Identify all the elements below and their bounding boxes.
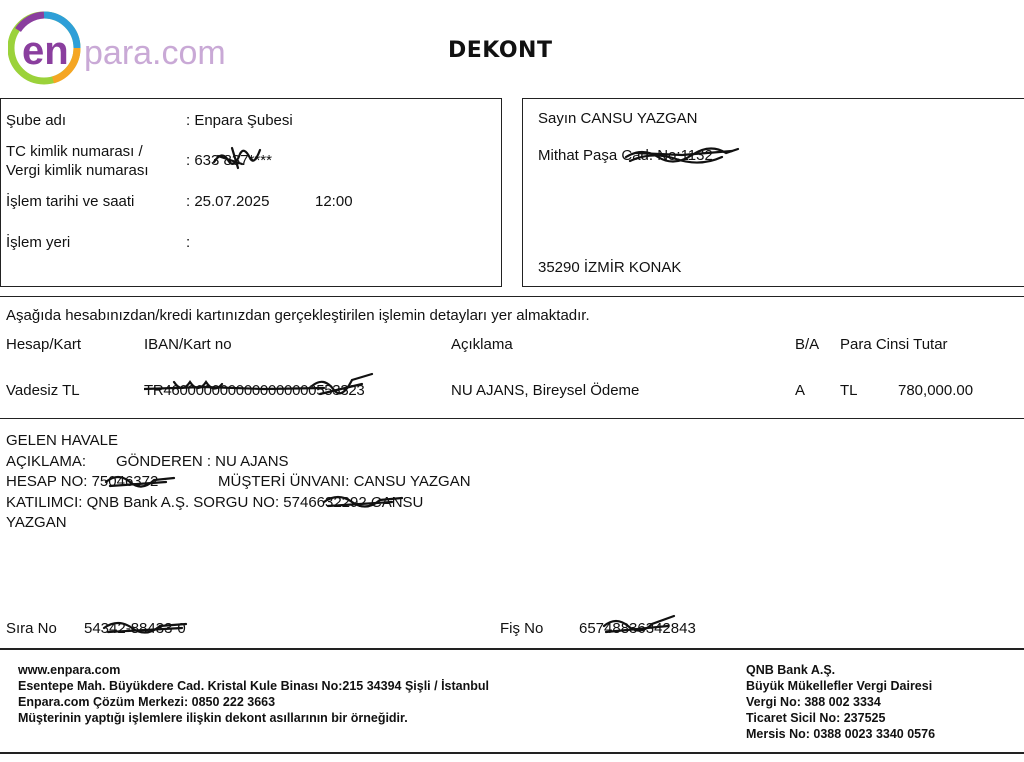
footer-tax-no: Vergi No: 388 002 3334 — [746, 695, 881, 709]
page-title: DEKONT — [448, 38, 553, 63]
customer-postal-city: 35290 İZMİR KONAK — [538, 259, 682, 276]
location-label: İşlem yeri — [6, 234, 71, 251]
row-currency: TL — [840, 382, 858, 399]
details-line-2-value: GÖNDEREN : NU AJANS — [116, 453, 289, 470]
divider — [0, 296, 1024, 297]
row-amount: 780,000.00 — [898, 382, 974, 399]
redaction-scribble — [104, 470, 176, 492]
col-header-iban: IBAN/Kart no — [144, 336, 232, 353]
redaction-scribble — [602, 612, 676, 638]
row-iban: TR4600000000000000000553323 — [144, 382, 365, 399]
details-line-3-value: MÜŞTERİ ÜNVANI: CANSU YAZGAN — [218, 473, 471, 490]
sira-no-label: Sıra No — [6, 620, 57, 637]
divider — [0, 418, 1024, 419]
details-line-4: KATILIMCI: QNB Bank A.Ş. SORGU NO: 5746632292 CANSU — [6, 494, 424, 511]
customer-address: Mithat Paşa Cad. No:1132 — [538, 147, 713, 164]
col-header-description: Açıklama — [451, 336, 513, 353]
details-line-3-label: HESAP NO: 75046372 — [6, 473, 159, 490]
sira-no-value: 54342-88433-0 — [84, 620, 186, 637]
datetime-label: İşlem tarihi ve saati — [6, 193, 135, 210]
footer-phone: Enpara.com Çözüm Merkezi: 0850 222 3663 — [18, 695, 276, 709]
date-value: : 25.07.2025 — [186, 193, 270, 210]
enpara-logo — [8, 8, 248, 88]
transaction-intro: Aşağıda hesabınızdan/kredi kartınızdan gerçekleştirilen işlemin detayları yer almaktadır. — [6, 307, 590, 324]
customer-greeting: Sayın CANSU YAZGAN — [538, 110, 698, 127]
footer-trade-registry: Ticaret Sicil No: 237525 — [746, 711, 886, 725]
redaction-scribble — [622, 143, 742, 167]
footer-website: www.enpara.com — [18, 663, 121, 677]
row-ba: A — [795, 382, 806, 399]
tax-id-value: : 633 837**** — [186, 152, 272, 169]
location-value: : — [186, 234, 191, 251]
fis-no-label: Fiş No — [500, 620, 544, 637]
time-value: 12:00 — [315, 193, 353, 210]
logo-en-text: en — [22, 29, 69, 73]
details-line-1: GELEN HAVALE — [6, 432, 118, 449]
footer-mersis: Mersis No: 0388 0023 3340 0576 — [746, 727, 936, 741]
fis-no-value: 65748836342843 — [579, 620, 696, 637]
footer-divider — [0, 648, 1024, 650]
enpara-logo-graphic — [8, 8, 248, 88]
footer-right — [746, 662, 935, 742]
branch-value: : Enpara Şubesi — [186, 112, 293, 129]
row-description: NU AJANS, Bireysel Ödeme — [451, 382, 640, 399]
footer-tax-office: Büyük Mükellefler Vergi Dairesi — [746, 679, 933, 693]
col-header-account: Hesap/Kart — [6, 336, 82, 353]
branch-label: Şube adı — [6, 112, 67, 129]
tax-id-label-line1: TC kimlik numarası / — [6, 143, 143, 160]
redaction-scribble — [102, 614, 188, 638]
row-account: Vadesiz TL — [6, 382, 80, 399]
tax-id-label-line2: Vergi kimlik numarası — [6, 162, 149, 179]
redaction-scribble — [322, 490, 404, 512]
footer-bottom-divider — [0, 752, 1024, 754]
col-header-currency-amount: Para Cinsi Tutar — [840, 336, 948, 353]
footer-bank-name: QNB Bank A.Ş. — [746, 663, 836, 677]
col-header-ba: B/A — [795, 336, 820, 353]
details-line-5: YAZGAN — [6, 514, 67, 531]
redaction-scribble — [144, 372, 384, 404]
footer-address: Esentepe Mah. Büyükdere Cad. Kristal Kule Binası No:215 34394 Şişli / İstanbul — [18, 679, 489, 693]
redaction-scribble — [212, 144, 262, 170]
footer-note: Müşterinin yaptığı işlemlere ilişkin dekont asıllarının bir örneğidir. — [18, 711, 408, 725]
logo-para-text: para.com — [84, 34, 226, 72]
details-line-2-label: AÇIKLAMA: — [6, 453, 87, 470]
footer-left — [18, 662, 489, 726]
